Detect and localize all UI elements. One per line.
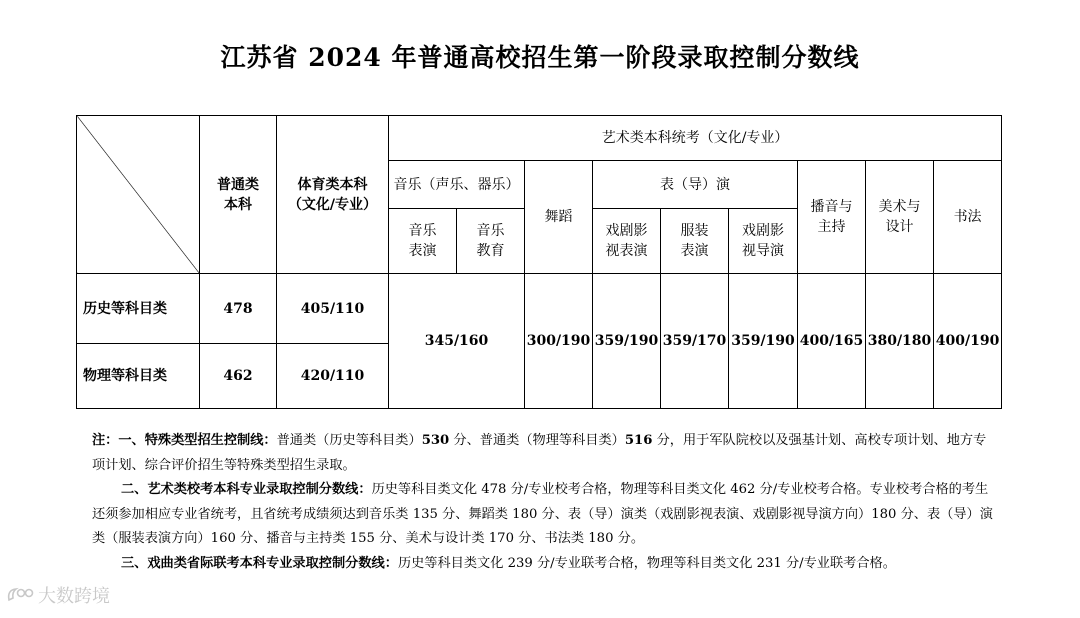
row-label-history: 历史等科目类	[77, 274, 200, 344]
header-drama-directing: 戏剧影 视导演	[729, 209, 798, 274]
cell-art-broadcast: 400/165	[798, 274, 866, 409]
note-2-heading: 二、艺术类校考本科专业录取控制分数线：	[121, 482, 372, 497]
note-1: 注：一、特殊类型招生控制线：普通类（历史等科目类）530 分、普通类（物理等科目类）516 分，用于军队院校以及强基计划、高校专项计划、地方专项计划、综合评价招生等特殊类型招生录取。	[92, 433, 987, 473]
header-music-education: 音乐 教育	[457, 209, 525, 274]
cell-history-sports: 405/110	[277, 274, 389, 344]
cell-physics-sports: 420/110	[277, 344, 389, 409]
note-3-heading: 三、戏曲类省际联考本科专业录取控制分数线：	[121, 555, 398, 571]
header-music-performance: 音乐 表演	[389, 209, 457, 274]
header-music: 音乐（声乐、器乐）	[389, 161, 525, 209]
corner-cell	[77, 116, 200, 274]
score-table	[76, 115, 1002, 409]
note-2: 二、艺术类校考本科专业录取控制分数线：历史等科目类文化 478 分/专业校考合格，物理等科目类文化 462 分/专业校考合格。专业校考合格的考生还须参加相应专业省统考，且省统考成绩须达到音乐类 135 分、舞蹈类 180 分、表（导）演类（戏剧影视表演、戏剧影视导演方向）180 分、表（导）演类（服装表演方向）160 分、播音与主持类 155 分、美术与设计类 170 分、书法类 180 分。	[92, 482, 993, 546]
header-drama-performance: 戏剧影 视表演	[593, 209, 661, 274]
cell-art-calligraphy: 400/190	[934, 274, 1002, 409]
header-broadcast: 播音与 主持	[798, 161, 866, 274]
header-general: 普通类 本科	[200, 116, 277, 274]
cell-art-fineart: 380/180	[866, 274, 934, 409]
header-sports: 体育类本科 （文化/专业）	[277, 116, 389, 274]
cell-history-general: 478	[200, 274, 277, 344]
row-label-physics: 物理等科目类	[77, 344, 200, 409]
cell-art-dance: 300/190	[525, 274, 593, 409]
watermark-logo-icon	[6, 586, 34, 604]
header-art: 艺术类本科统考（文化/专业）	[389, 116, 1002, 161]
page-title: 江苏省 2024 年普通高校招生第一阶段录取控制分数线	[220, 43, 860, 72]
cell-art-music: 345/160	[389, 274, 525, 409]
cell-art-drama-directing: 359/190	[729, 274, 798, 409]
header-dance: 舞蹈	[525, 161, 593, 274]
header-calligraphy: 书法	[934, 161, 1002, 274]
watermark-text: 大数跨境	[38, 586, 110, 607]
notes	[92, 429, 997, 576]
header-fineart: 美术与 设计	[866, 161, 934, 274]
cell-art-drama-performance: 359/190	[593, 274, 661, 409]
watermark	[6, 582, 110, 608]
header-performance: 表（导）演	[593, 161, 798, 209]
cell-art-costume: 359/170	[661, 274, 729, 409]
note-1-heading: 注：一、特殊类型招生控制线：	[92, 433, 277, 448]
header-costume-performance: 服装 表演	[661, 209, 729, 274]
note-3: 三、戏曲类省际联考本科专业录取控制分数线：历史等科目类文化 239 分/专业联考合格，物理等科目类文化 231 分/专业联考合格。	[121, 555, 896, 571]
cell-physics-general: 462	[200, 344, 277, 409]
